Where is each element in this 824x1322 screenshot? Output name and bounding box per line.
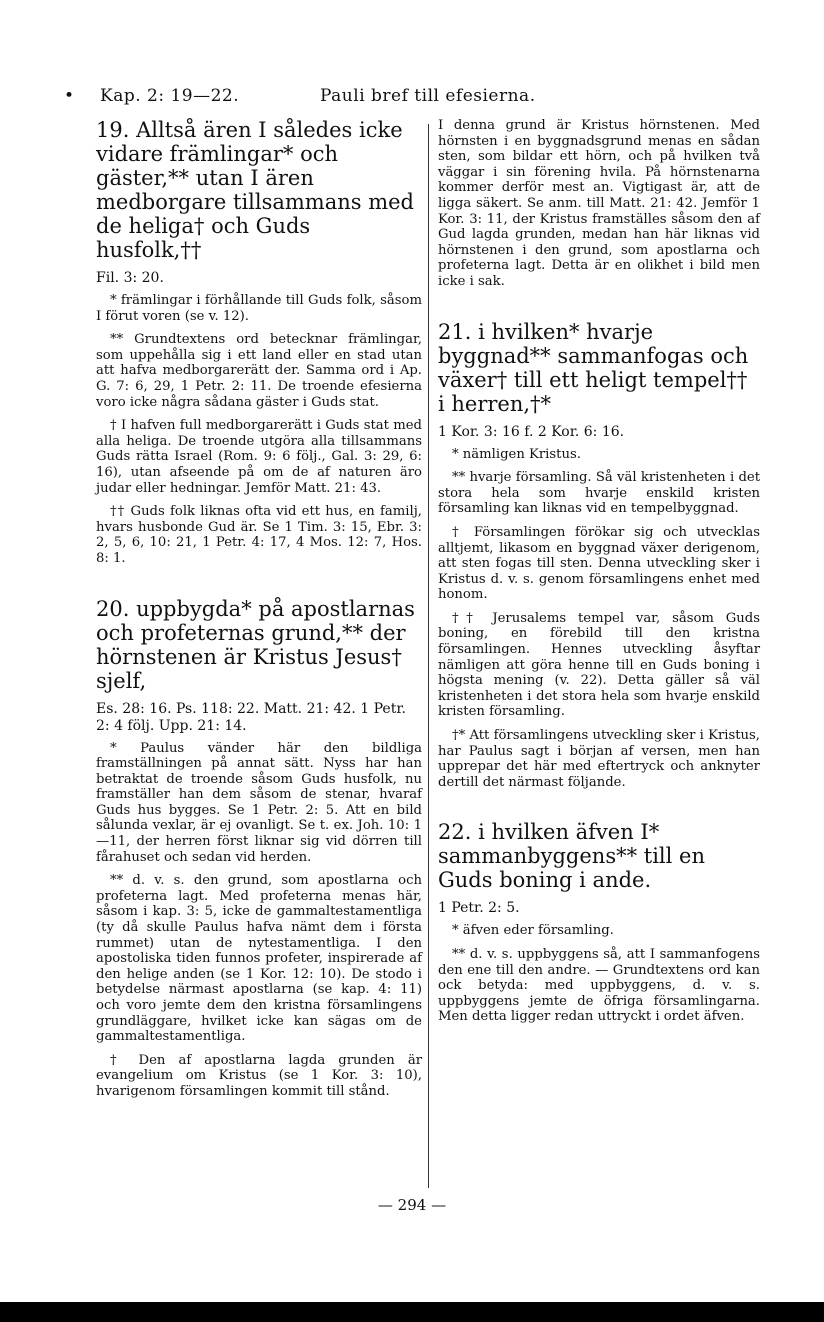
scan-border <box>0 1302 824 1322</box>
chapter-reference: Kap. 2: 19—22. <box>100 86 240 106</box>
verse-19-note-3: † I hafven full medborgarerätt i Guds stat med alla heliga. De troende utgöra alla tillsammans Guds rätta Israel (Rom. 9: 6 följ., Gal. 3: 29, 6: 16), utan afseende på om de af naturen äro judar eller hedningar. Jemför Matt. 21: 43. <box>96 418 422 496</box>
spacer <box>438 798 760 820</box>
verse-21: 21. i hvilken* hvarje byggnad** sammanfogas och växer† till ett heligt tempel†† i herren,†* <box>438 319 749 416</box>
verse-22-note-2: ** d. v. s. uppbyggens så, att I sammanfogens den ene till den andre. — Grundtextens ord kan ock betyda: med uppbyggens, d. v. s. uppbyggens jemte de öfriga församlingarna. Men detta ligger redan uttryckt i ordet äfven. <box>438 947 760 1025</box>
verse-19-note-1: * främlingar i förhållande till Guds folk, såsom I förut voren (se v. 12). <box>96 293 422 324</box>
verse-22: 22. i hvilken äfven I* sammanbyggens** till en Guds boning i ande. <box>438 820 705 893</box>
running-title: Pauli bref till efesierna. <box>320 86 536 106</box>
verse-19-note-4: †† Guds folk liknas ofta vid ett hus, en familj, hvars husbonde Gud är. Se 1 Tim. 3: 15, Ebr. 3: 2, 5, 6, 10: 21, 1 Petr. 4: 17, 4 Mos. 12: 7, Hos. 8: 1. <box>96 504 422 566</box>
verse-21-note-3: † Församlingen förökar sig och utvecklas alltjemt, likasom en byggnad växer derigenom, att sten fogas till sten. Denna utveckling sker i Kristus d. v. s. genom församlingens enhet med honom. <box>438 524 760 603</box>
running-header <box>60 86 760 112</box>
margin-mark: • <box>64 86 75 106</box>
left-column <box>96 118 422 1108</box>
verse-22-note-1: * äfven eder församling. <box>452 923 614 939</box>
verse-21-note-5: †* Att församlingens utveckling sker i Kristus, har Paulus sagt i början af versen, men han upprepar det här med eftertryck och anknyter dertill det närmast följande. <box>438 728 760 790</box>
right-column <box>438 118 760 1033</box>
verse-20: 20. uppbygda* på apostlarnas och profeternas grund,** der hörnstenen är Kristus Jesus† sjelf, <box>96 596 415 693</box>
verse-20-note-1: * Paulus vänder här den bildliga framställningen på annat sätt. Nyss har han betraktat de troende såsom Guds husfolk, nu framställer han dem såsom de stenar, hvaraf Guds hus bygges. Se 1 Petr. 2: 5. Att en bild sålunda vexlar, är ej ovanligt. Se t. ex. Joh. 10: 1—11, der herren först liknar sig vid dörren till fårahuset och sedan vid herden. <box>96 740 422 865</box>
verse-19-cross-reference: Fil. 3: 20. <box>96 270 164 286</box>
verse-21-note-4: †† Jerusalems tempel var, såsom Guds boning, en förebild till den kristna församlingen. Hennes utveckling åsyftar nämligen att göra henne till en Guds boning i högsta mening (v. 22). Detta gäller så väl kristenheten i det stora hela som hvarje enskild kristen församling. <box>438 610 760 720</box>
verse-21-cross-reference: 1 Kor. 3: 16 f. 2 Kor. 6: 16. <box>438 423 625 440</box>
verse-20-note-3-continued: I denna grund är Kristus hörnstenen. Med hörnsten i en byggnadsgrund menas en sådan sten, som bildar ett hörn, och på hvilken två väggar i sin förening hvila. På hörnstenarna kommer derför mest an. Vigtigast är, att de ligga säkert. Se anm. till Matt. 21: 42. Jemför 1 Kor. 3: 11, der Kristus framställes såsom den af Gud lagda grunden, medan han här liknas vid hörnstenen i den grund, som apostlarna och profeterna lagt. Detta är en olikhet i bild men icke i sak. <box>438 118 760 289</box>
page-number: — 294 — <box>377 1196 447 1214</box>
verse-21-note-1: * nämligen Kristus. <box>452 446 581 462</box>
verse-19: 19. Alltså ären I således icke vidare främlingar* och gäster,** utan I ären medborgare tillsammans med de heliga† och Guds husfolk,†† <box>96 118 415 262</box>
verse-20-note-2: ** d. v. s. den grund, som apostlarna och profeterna lagt. Med profeterna menas här, såsom i kap. 3: 5, icke de gammaltestamentliga (ty då skulle Paulus hafva nämt dem i första rummet) utan de nytestamentliga. I den apostoliska tiden funnos profeter, inspirerade af den helige anden (se 1 Kor. 12: 10). De stodo i betydelse närmast apostlarna (se kap. 4: 11) och voro jemte dem den kristna församlingens grundläggare, hvilket icke kan sägas om de gammaltestamentliga. <box>96 873 422 1045</box>
verse-22-cross-reference: 1 Petr. 2: 5. <box>438 900 520 917</box>
verse-19-note-2: ** Grundtextens ord betecknar främlingar, som uppehålla sig i ett land eller en stad utan att hafva medborgarerätt der. Samma ord i Ap. G. 7: 6, 29, 1 Petr. 2: 11. De troende efesierna voro icke några sådana gäster i Guds stat. <box>96 332 422 410</box>
verse-21-note-2: ** hvarje församling. Så väl kristenheten i det stora hela som hvarje enskild kristen församling kan liknas vid en tempelbyggnad. <box>438 470 760 517</box>
spacer <box>96 575 422 597</box>
column-divider <box>428 124 429 1188</box>
verse-20-note-3: † Den af apostlarna lagda grunden är evangelium om Kristus (se 1 Kor. 3: 10), hvarigenom församlingen kommit till stånd. <box>96 1052 422 1099</box>
spacer <box>438 298 760 320</box>
verse-20-cross-reference: Es. 28: 16. Ps. 118: 22. Matt. 21: 42. 1 Petr. 2: 4 följ. Upp. 21: 14. <box>96 700 406 734</box>
